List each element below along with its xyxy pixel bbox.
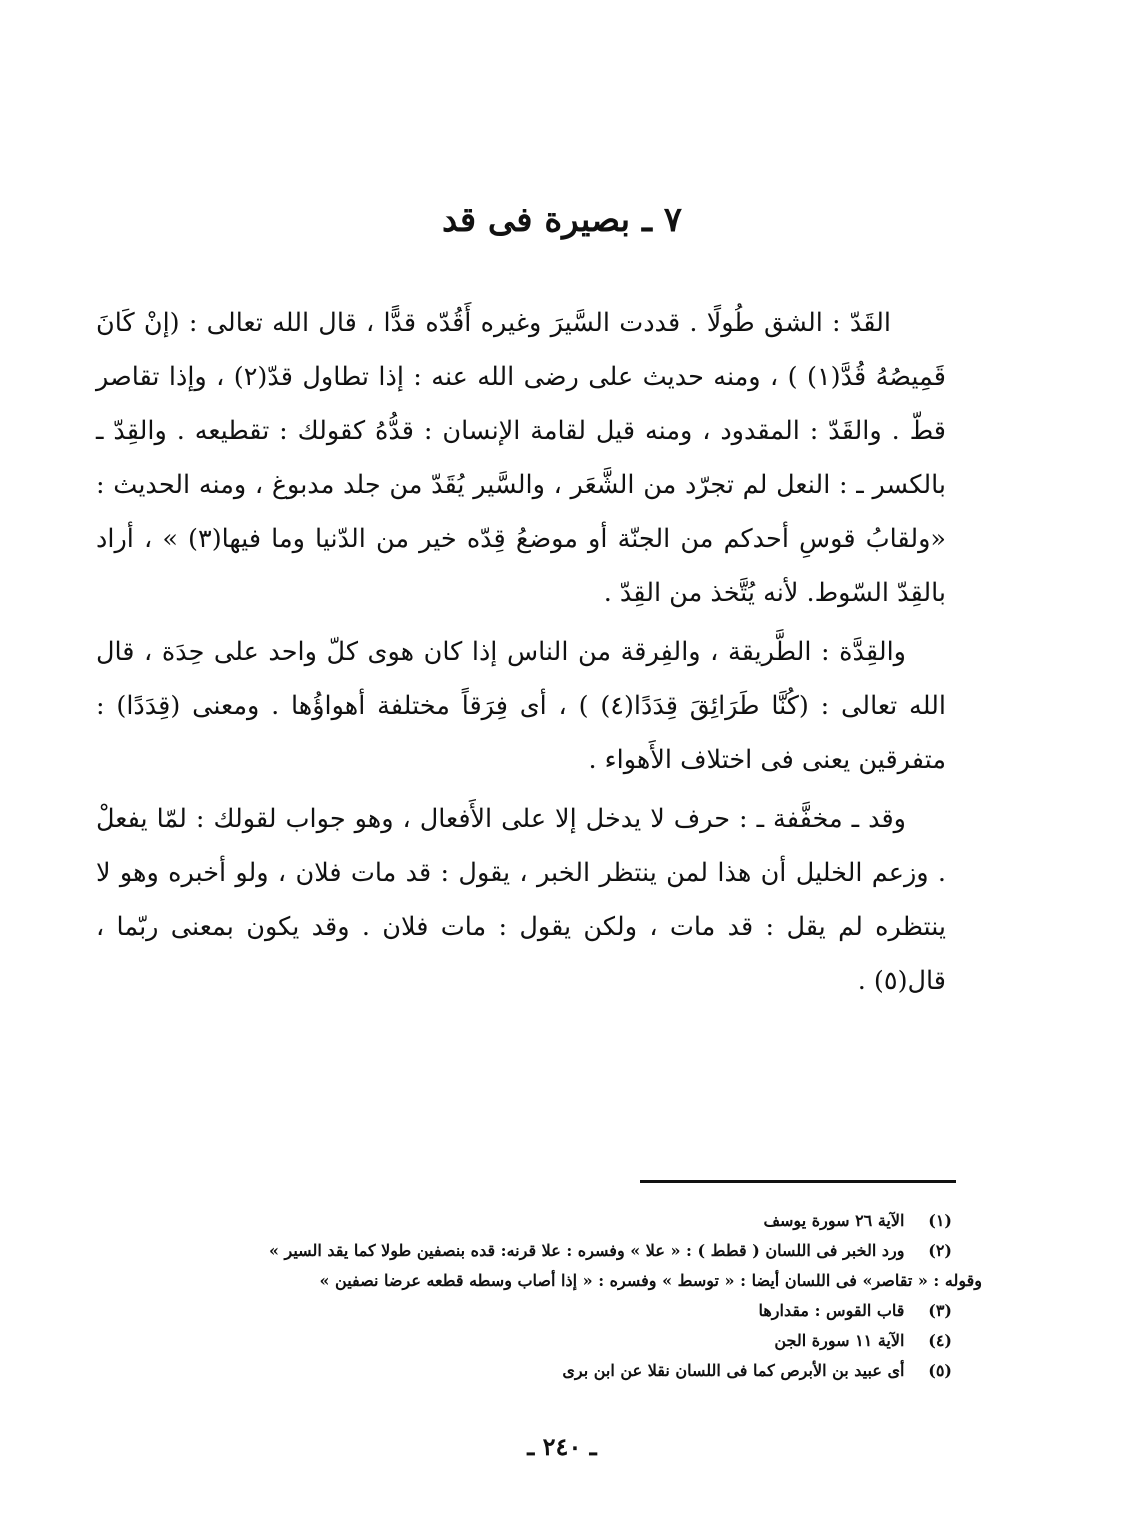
footnote-number: (٤) [928,1331,952,1350]
footnote-divider [640,1180,956,1183]
paragraph-3: وقد ـ مخفَّفة ـ : حرف لا يدخل إلا على الأَفعال ، وهو جواب لقولك : لمّا يفعلْ . وزعم الخليل أن هذا لمن ينتظر الخبر ، يقول : قد مات فلان ، ولو أخبره وهو لا ينتظره لم يقل : قد مات ، ولكن يقول : مات فلان . وقد يكون بمعنى ربّما ، قال(٥) . [96,804,946,996]
footnote-number: (١) [928,1211,952,1230]
footnote-text: الآية ١١ سورة الجن [774,1331,905,1350]
footnote-4 [132,1326,952,1356]
body-text [96,296,946,1008]
paragraph-1: القَدّ : الشق طُولًا . قددت السَّيرَ وغيره أَقُدّه قدًّا ، قال الله تعالى : (إنْ كَانَ قَمِيصُهُ قُدَّ(١) ) ، ومنه حديث على رضى الله عنه : إذا تطاول قدّ(٢) ، وإذا تقاصر قطّ . والقَدّ : المقدود ، ومنه قيل لقامة الإنسان : قدُّهُ كقولك : تقطيعه . والقِدّ ـ بالكسر ـ : النعل لم تجرّد من الشَّعَر ، والسَّير يُقَدّ من جلد مدبوغ ، ومنه الحديث : «ولقابُ قوسِ أحدكم من الجنّة أو موضعُ قِدّه خير من الدّنيا وما فيها(٣) » ، أراد بالقِدّ السّوط. لأنه يُتَّخذ من القِدّ . [96,308,947,608]
footnote-number: (٢) [928,1241,952,1260]
section-title: ٧ ـ بصيرة فى قد [441,200,683,240]
footnote-5 [132,1356,952,1386]
footnote-number: (٣) [928,1301,952,1320]
footnote-2 [132,1236,952,1266]
footnote-text: الآية ٢٦ سورة يوسف [763,1211,905,1230]
footnote-text: وقوله : « تقاصر» فى اللسان أيضا : « توسط » وفسره : « إذا أصاب وسطه قطعه عرضا نصفين » [319,1271,982,1290]
footnote-text: ورد الخبر فى اللسان ( قطط ) : « علا » وفسره : علا قرنه: قده بنصفين طولا كما يقد السير » [268,1241,905,1260]
footnote-3 [132,1296,952,1326]
page-number: ـ ٢٤٠ ـ [527,1432,597,1461]
footnote-1 [132,1206,952,1236]
footnote-text: أى عبيد بن الأبرص كما فى اللسان نقلا عن ابن برى [562,1361,905,1380]
footnotes [132,1206,982,1386]
footnote-text: قاب القوس : مقدارها [758,1301,905,1320]
paragraph-2: والقِدَّة : الطَّريقة ، والفِرقة من الناس إذا كان هوى كلّ واحد على حِدَة ، قال الله تعالى : (كُنَّا طَرَائِقَ قِدَدًا(٤) ) ، أى فِرَقاً مختلفة أهواؤُها . ومعنى (قِدَدًا) : متفرقين يعنى فى اختلاف الأَهواء . [96,637,946,775]
footnote-2-continuation [132,1266,982,1296]
footnote-number: (٥) [928,1361,952,1380]
